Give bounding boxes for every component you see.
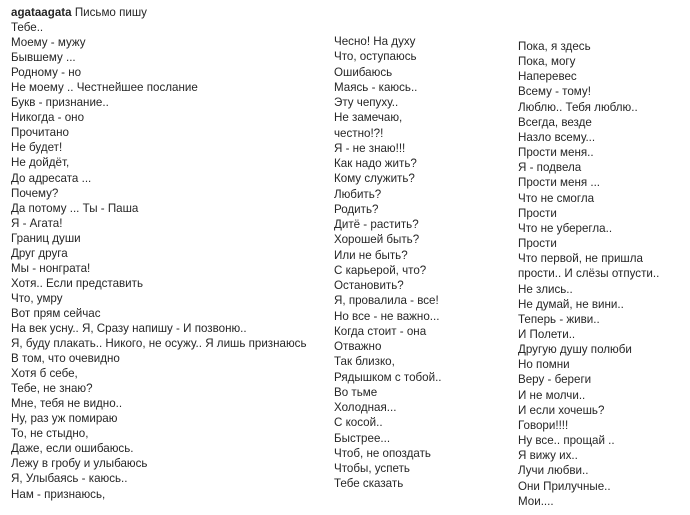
poem-line: Что, оступаюсь [334,50,417,64]
poem-column-3 [518,39,688,509]
poem-line: Что не уберегла.. [518,221,613,235]
poem-line: Чтобы, успеть [334,462,410,475]
poem-line: Не дойдёт, [11,156,70,170]
poem-line: Что, умру [11,291,63,305]
poem-line: Но все - не важно... [334,309,440,323]
poem-line: На век усну.. Я, Сразу напишу - И позвоню.. [11,321,247,335]
poem-line: Пока, могу [518,55,576,69]
poem-line: Не злись.. [518,282,573,296]
poem-line: Хотя.. Если представить [11,276,144,290]
poem-line: Тебе, не знаю? [11,382,93,396]
poem-line: Чесно! На духу [334,35,416,48]
poem-line: Отважно [334,340,382,353]
poem-line: Что первой, не пришла [518,252,643,266]
poem-line: Не моему .. Честнейшее послание [11,81,198,95]
poem-line: Ну, раз уж помираю [11,412,118,426]
poem-line: Родному - но [11,66,82,80]
poem-line: Что не смогла [518,191,595,205]
poem-line: Нам - признаюсь, [11,487,106,501]
poem-line: Прости меня ... [518,176,601,190]
poem-line: Я, Улыбаясь - каюсь.. [11,472,128,486]
poem-line: Пока, я здесь [518,40,591,53]
poem-line: Эту чепуху.. [334,96,399,109]
poem-line: Прости меня.. [518,146,594,160]
poem-line: Другую душу полюби [518,343,632,357]
poem-line: Прости [518,237,557,251]
poem-line: Даже, если ошибаюсь. [11,442,134,456]
poem-line: Рядышком с тобой.. [334,370,442,384]
poem-line: Мы - нонграта! [11,261,91,275]
poem-line: Холодная... [334,401,397,414]
poem-line: Родить? [334,202,379,216]
poem-line: Бывшему ... [11,51,76,65]
poem-line: Всему - тому! [518,85,591,99]
poem-line: Маясь - каюсь.. [334,80,418,94]
poem-line: прости.. И слёзы отпусти.. [518,267,660,281]
poem-line: Границ души [11,231,81,245]
poem-line: Я, провалила - все! [334,294,439,308]
poem-line: Я - не знаю!!! [334,141,406,155]
poem-line: Теперь - живи.. [518,312,600,326]
poem-line: Друг друга [11,246,68,260]
poem-line: Прочитано [11,126,69,140]
poem-column-1 [11,5,331,502]
author-username[interactable]: agataagata [11,6,72,19]
poem-line: Не замечаю, [334,111,403,125]
poem-line: Ну все.. прощай .. [518,434,615,448]
poem-line: Тебе.. [11,21,44,35]
poem-line: Люблю.. Тебя люблю.. [518,100,638,114]
poem-line: Лежу в гробу и улыбаюсь [11,457,148,471]
poem-line: Остановить? [334,279,404,292]
poem-line: Прости [518,206,557,220]
poem-line: Никогда - оно [11,111,85,125]
poem-line: Хотя б себе, [11,367,78,381]
poem-line: И не молчи.. [518,388,586,402]
poem-line: Да потому ... Ты - Паша [11,201,139,215]
poem-line: Лучи любви.. [518,464,589,478]
poem-line: Букв - признание.. [11,96,109,110]
poem-line: честно!?! [334,126,384,140]
poem-line: Я - подвела [518,161,582,175]
poem-line: Я - Агата! [11,216,63,230]
poem-line: Во тьме [334,385,378,399]
poem-line: Кому служить? [334,172,415,186]
poem-line: Любить? [334,187,382,201]
poem-line: Быстрее... [334,431,391,445]
poem-line: С косой.. [334,416,383,430]
poem-line: Письмо пишу [74,6,147,19]
poem-line: Тебе сказать [334,477,404,491]
poem-line: И Полети.. [518,327,576,341]
poem-line: До адресата ... [11,171,92,185]
poem-line: Всегда, везде [518,115,592,129]
poem-line: Когда стоит - она [334,324,427,338]
poem-line: В том, что очевидно [11,352,120,366]
poem-line: Моему - мужу [11,36,86,50]
poem-line: Мои.... [518,494,554,508]
poem-line: Как надо жить? [334,157,417,170]
poem-line: Вот прям сейчас [11,306,101,320]
poem-line: То, не стыдно, [11,427,89,441]
poem-line: Но помни [518,358,570,372]
poem-line: С карьерой, что? [334,263,427,277]
poem-line: Ошибаюсь [334,65,393,79]
poem-line: Я вижу их.. [518,449,578,463]
poem-line: Они Прилучные.. [518,479,611,493]
poem-line: Хорошей быть? [334,233,420,247]
poem-line: Почему? [11,186,59,200]
post-first-line [11,5,331,20]
poem-line: Так близко, [334,355,395,369]
poem-line: Я, буду плакать.. Никого, не осужу.. Я лишь признаюсь [11,337,307,351]
poem-line: Чтоб, не опоздать [334,446,431,460]
poem-line: Дитё - растить? [334,218,419,231]
poem-line: Наперевес [518,70,577,84]
poem-line: Не будет! [11,141,63,155]
poem-line: Веру - береги [518,373,592,387]
poem-line: Назло всему... [518,130,596,144]
poem-line: Мне, тебя не видно.. [11,397,123,411]
poem-line: Говори!!!! [518,418,569,432]
poem-line: Не думай, не вини.. [518,297,624,311]
poem-line: И если хочешь? [518,403,605,417]
poem-column-2 [334,34,509,492]
poem-line: Или не быть? [334,248,408,262]
